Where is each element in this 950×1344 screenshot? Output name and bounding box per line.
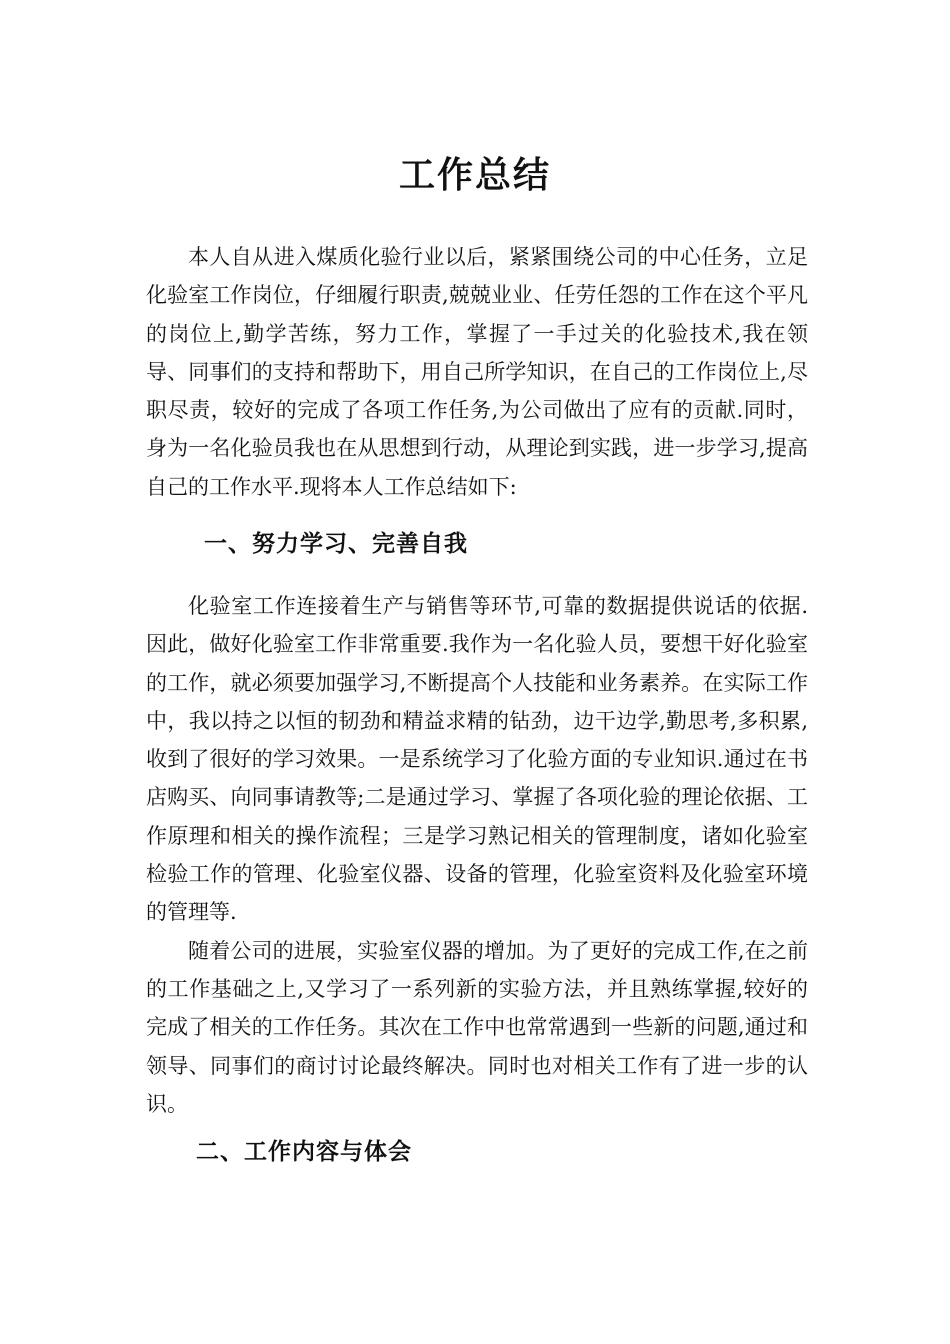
intro-paragraph: 本人自从进入煤质化验行业以后，紧紧围绕公司的中心任务，立足化验室工作岗位，仔细履行职责,兢兢业业、任劳任怨的工作在这个平凡的岗位上,勤学苦练，努力工作，掌握了一手过关的化验技术,我在领导、同事们的支持和帮助下，用自己所学知识，在自己的工作岗位上,尽职尽责，较好的完成了各项工作任务,为公司做出了应有的贡献.同时，身为一名化验员我也在从思想到行动，从理论到实践，进一步学习,提高自己的工作水平.现将本人工作总结如下: [146, 245, 808, 499]
section-heading-2: 二、工作内容与体会 [196, 1138, 412, 1165]
intro-section [146, 238, 808, 506]
document-title: 工作总结 [398, 154, 551, 196]
section-1-paragraph-1: 化验室工作连接着生产与销售等环节,可靠的数据提供说话的依据.因此，做好化验室工作非常重要.我作为一名化验人员，要想干好化验室的工作，就必须要加强学习,不断提高个人技能和业务素养。在实际工作中，我以持之以恒的韧劲和精益求精的钻劲，边干边学,勤思考,多积累,收到了很好的学习效果。一是系统学习了化验方面的专业知识.通过在书店购买、向同事请教等;二是通过学习、掌握了各项化验的理论依据、工作原理和相关的操作流程；三是学习熟记相关的管理制度，诸如化验室检验工作的管理、化验室仪器、设备的管理，化验室资料及化验室环境的管理等. [146, 594, 808, 925]
section-heading-1: 一、努力学习、完善自我 [204, 530, 468, 557]
section-1-paragraph-2: 随着公司的进展，实验室仪器的增加。为了更好的完成工作,在之前的工作基础之上,又学习了一系列新的实验方法，并且熟练掌握,较好的完成了相关的工作任务。其次在工作中也常常遇到一些新的问题,通过和领导、同事们的商讨讨论最终解决。同时也对相关工作有了进一步的认识。 [146, 938, 808, 1116]
section-1-body [146, 587, 808, 1123]
